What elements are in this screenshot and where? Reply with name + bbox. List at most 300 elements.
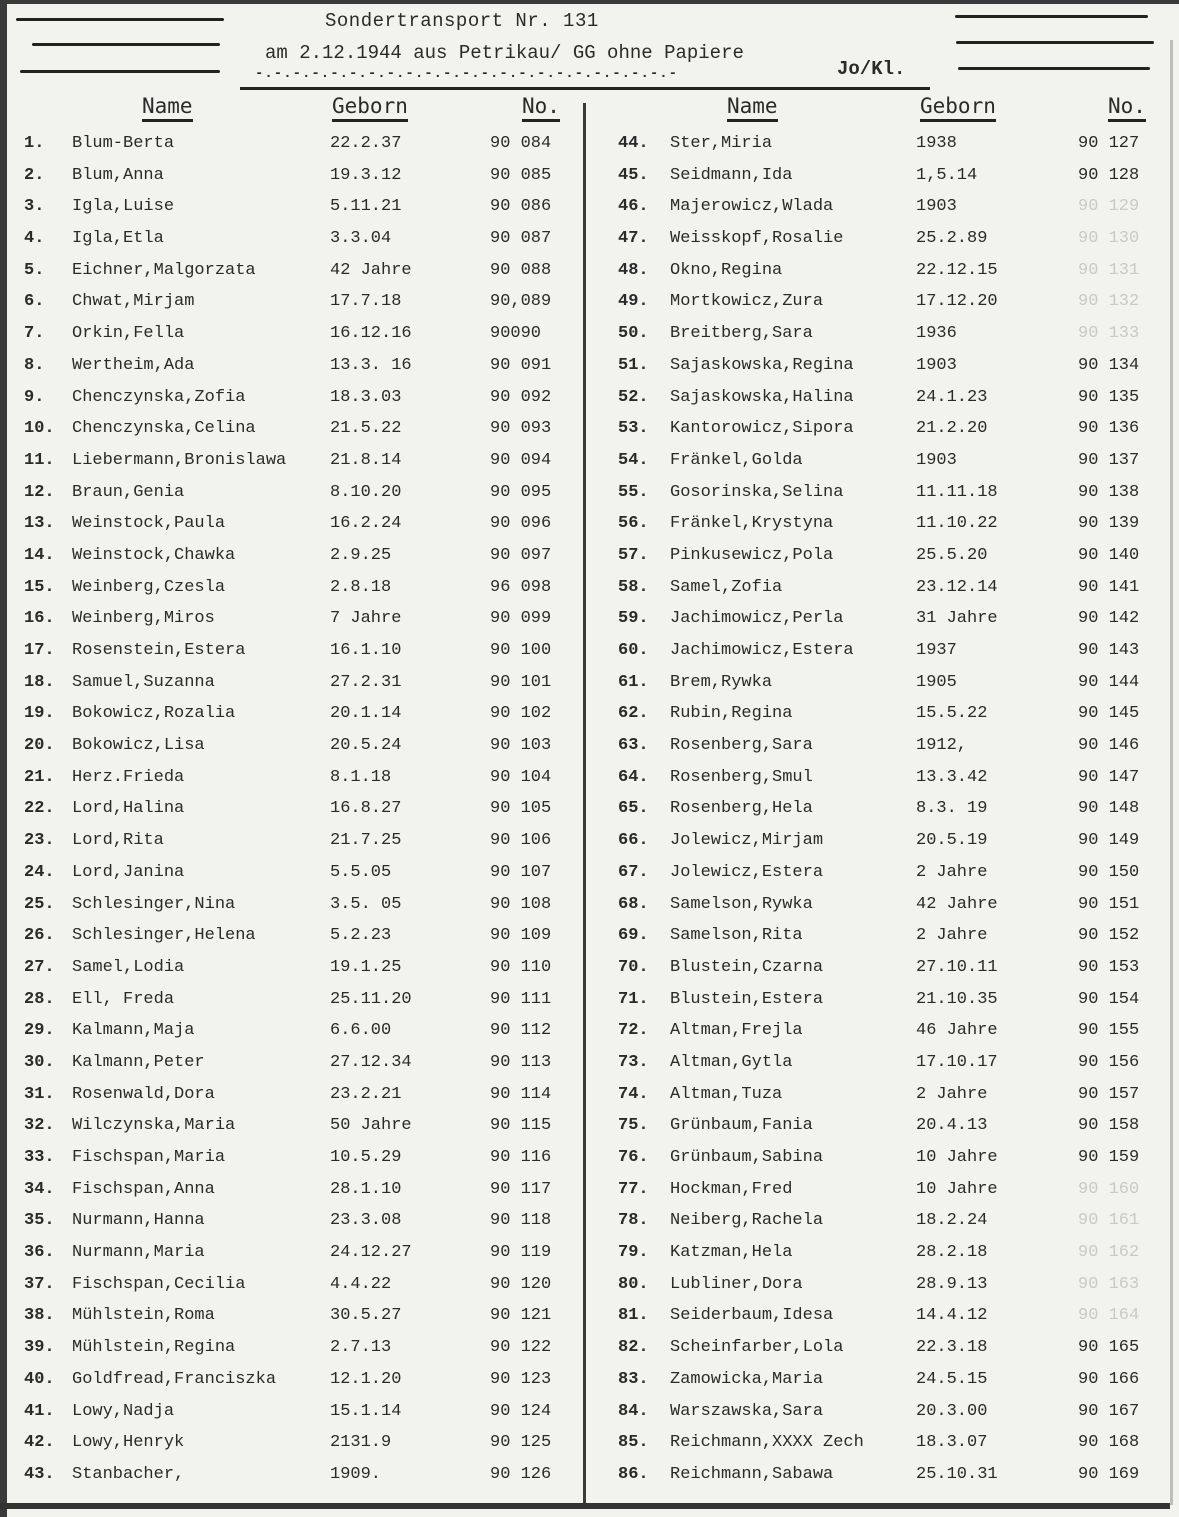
entry-born: 1,5.14 xyxy=(916,165,978,185)
entry-born: 18.2.24 xyxy=(916,1211,988,1231)
entry-prisoner-no: 90 148 xyxy=(1078,799,1140,819)
list-item xyxy=(10,1396,575,1428)
entry-name: Pinkusewicz,Pola xyxy=(670,545,834,565)
entry-name: Lowy,Nadja xyxy=(72,1401,175,1421)
entry-born: 2 Jahre xyxy=(916,1084,988,1104)
entry-number: 30. xyxy=(24,1052,55,1072)
entry-number: 50. xyxy=(618,324,649,344)
entry-prisoner-no: 90 126 xyxy=(490,1464,552,1484)
entry-prisoner-no: 90 106 xyxy=(490,831,552,851)
entry-name: Weinberg,Czesla xyxy=(72,577,226,597)
entry-prisoner-no: 90 168 xyxy=(1078,1433,1140,1453)
entry-number: 35. xyxy=(24,1211,55,1231)
list-item xyxy=(10,1079,575,1111)
entry-born: 1912, xyxy=(916,736,968,756)
entry-number: 17. xyxy=(24,641,55,660)
list-item xyxy=(600,223,1165,255)
entry-born: 14.4.12 xyxy=(916,1306,988,1326)
entry-number: 3. xyxy=(24,197,45,217)
entry-prisoner-no: 90 127 xyxy=(1078,134,1140,153)
list-item xyxy=(600,1300,1165,1332)
list-item xyxy=(600,255,1165,287)
entry-number: 80. xyxy=(618,1274,649,1294)
entry-name: Blum-Berta xyxy=(72,134,175,153)
entry-born: 21.8.14 xyxy=(330,450,402,470)
entry-prisoner-no: 90 124 xyxy=(490,1401,552,1421)
entry-number: 46. xyxy=(618,197,649,217)
entry-prisoner-no: 90 138 xyxy=(1078,482,1140,502)
list-item xyxy=(600,635,1165,667)
entry-name: Scheinfarber,Lola xyxy=(670,1338,844,1358)
entry-born: 20.5.19 xyxy=(916,831,988,851)
list-item xyxy=(600,1174,1165,1206)
header-born: Geborn xyxy=(332,94,408,122)
list-item xyxy=(10,223,575,255)
entry-name: Rosenberg,Hela xyxy=(670,799,813,819)
header-name: Name xyxy=(142,94,193,122)
header-rule xyxy=(240,87,930,90)
entry-name: Blustein,Czarna xyxy=(670,957,824,977)
entry-name: Seiderbaum,Idesa xyxy=(670,1306,834,1326)
entry-prisoner-no: 90 087 xyxy=(490,229,552,249)
entry-prisoner-no: 90 149 xyxy=(1078,831,1140,851)
entry-name: Bokowicz,Lisa xyxy=(72,736,205,756)
entry-born: 25.11.20 xyxy=(330,989,412,1009)
entry-name: Samuel,Suzanna xyxy=(72,672,215,692)
list-item xyxy=(10,445,575,477)
list-item xyxy=(10,1459,575,1491)
entry-name: Blum,Anna xyxy=(72,165,164,185)
entry-number: 67. xyxy=(618,862,649,882)
list-item xyxy=(10,825,575,857)
list-item xyxy=(600,508,1165,540)
entry-born: 23.3.08 xyxy=(330,1211,402,1231)
entry-prisoner-no: 90 114 xyxy=(490,1084,552,1104)
entry-born: 21.7.25 xyxy=(330,831,402,851)
entry-number: 78. xyxy=(618,1211,649,1231)
scan-border-top xyxy=(0,0,1179,4)
list-item xyxy=(10,413,575,445)
entry-number: 20. xyxy=(24,736,55,756)
list-item xyxy=(600,1015,1165,1047)
entry-name: Reichmann,XXXX Zech xyxy=(670,1433,864,1453)
list-item xyxy=(600,603,1165,635)
entry-born: 22.12.15 xyxy=(916,260,998,280)
entry-name: Altman,Tuza xyxy=(670,1084,783,1104)
entry-name: Igla,Luise xyxy=(72,197,175,217)
entry-prisoner-no: 90 120 xyxy=(490,1274,552,1294)
right-rows xyxy=(600,128,1165,1491)
entry-born: 23.2.21 xyxy=(330,1084,402,1104)
entry-number: 37. xyxy=(24,1274,55,1294)
list-item xyxy=(10,920,575,952)
entry-name: Sajaskowska,Halina xyxy=(670,387,854,407)
entry-born: 22.2.37 xyxy=(330,134,402,153)
decorative-rule xyxy=(958,67,1150,70)
entry-born: 21.2.20 xyxy=(916,419,988,439)
entry-prisoner-no: 90090 xyxy=(490,324,542,344)
entry-prisoner-no: 90 159 xyxy=(1078,1148,1140,1167)
entry-name: Grünbaum,Sabina xyxy=(670,1148,824,1167)
list-item xyxy=(600,1079,1165,1111)
entry-born: 15.1.14 xyxy=(330,1401,402,1421)
entry-name: Reichmann,Sabawa xyxy=(670,1464,834,1484)
list-item xyxy=(10,191,575,223)
entry-number: 73. xyxy=(618,1052,649,1072)
entry-name: Altman,Frejla xyxy=(670,1021,803,1041)
entry-prisoner-no: 90 118 xyxy=(490,1211,552,1231)
entry-number: 77. xyxy=(618,1179,649,1199)
entry-name: Rosenwald,Dora xyxy=(72,1084,215,1104)
entry-born: 31 Jahre xyxy=(916,609,998,629)
entry-born: 42 Jahre xyxy=(330,260,412,280)
entry-prisoner-no: 90 151 xyxy=(1078,894,1140,914)
entry-prisoner-no: 90 131 xyxy=(1078,260,1140,280)
entry-name: Altman,Gytla xyxy=(670,1052,793,1072)
entry-prisoner-no: 90 146 xyxy=(1078,736,1140,756)
entry-prisoner-no: 90 091 xyxy=(490,355,552,375)
entry-prisoner-no: 90 128 xyxy=(1078,165,1140,185)
entry-prisoner-no: 90 163 xyxy=(1078,1274,1140,1294)
entry-born: 25.10.31 xyxy=(916,1464,998,1484)
entry-prisoner-no: 90 156 xyxy=(1078,1052,1140,1072)
entry-born: 24.5.15 xyxy=(916,1369,988,1389)
entry-name: Gosorinska,Selina xyxy=(670,482,844,502)
entry-prisoner-no: 90 115 xyxy=(490,1116,552,1136)
entry-prisoner-no: 90 143 xyxy=(1078,641,1140,660)
entry-name: Lord,Halina xyxy=(72,799,185,819)
list-item xyxy=(600,1332,1165,1364)
entry-born: 20.4.13 xyxy=(916,1116,988,1136)
list-item xyxy=(10,255,575,287)
list-item xyxy=(10,350,575,382)
list-item xyxy=(600,889,1165,921)
entry-number: 70. xyxy=(618,957,649,977)
entry-number: 38. xyxy=(24,1306,55,1326)
entry-number: 7. xyxy=(24,324,45,344)
list-item xyxy=(600,952,1165,984)
entry-number: 85. xyxy=(618,1433,649,1453)
list-item xyxy=(10,952,575,984)
entry-prisoner-no: 90 121 xyxy=(490,1306,552,1326)
entry-number: 63. xyxy=(618,736,649,756)
list-item xyxy=(600,1142,1165,1174)
entry-born: 10 Jahre xyxy=(916,1179,998,1199)
entry-name: Fischspan,Cecilia xyxy=(72,1274,246,1294)
entry-prisoner-no: 90 136 xyxy=(1078,419,1140,439)
entry-prisoner-no: 90 095 xyxy=(490,482,552,502)
entry-born: 1909. xyxy=(330,1464,382,1484)
list-item xyxy=(600,1237,1165,1269)
entry-prisoner-no: 90 140 xyxy=(1078,545,1140,565)
entry-prisoner-no: 90 155 xyxy=(1078,1021,1140,1041)
entry-number: 86. xyxy=(618,1464,649,1484)
list-item xyxy=(600,762,1165,794)
entry-born: 2 Jahre xyxy=(916,926,988,946)
entry-born: 21.5.22 xyxy=(330,419,402,439)
entry-name: Wilczynska,Maria xyxy=(72,1116,236,1136)
entry-number: 45. xyxy=(618,165,649,185)
entry-born: 23.12.14 xyxy=(916,577,998,597)
list-item xyxy=(10,1205,575,1237)
right-column-header xyxy=(600,94,1165,128)
entry-name: Chwat,Mirjam xyxy=(72,292,195,312)
entry-name: Hockman,Fred xyxy=(670,1179,793,1199)
entry-prisoner-no: 90 108 xyxy=(490,894,552,914)
entry-prisoner-no: 90 167 xyxy=(1078,1401,1140,1421)
entry-born: 1936 xyxy=(916,324,957,344)
entry-prisoner-no: 90 109 xyxy=(490,926,552,946)
entry-name: Weisskopf,Rosalie xyxy=(670,229,844,249)
entry-number: 15. xyxy=(24,577,55,597)
list-item xyxy=(600,1364,1165,1396)
entry-name: Herz.Frieda xyxy=(72,767,185,787)
entry-name: Braun,Genia xyxy=(72,482,185,502)
left-rows xyxy=(10,128,575,1491)
entry-born: 27.12.34 xyxy=(330,1052,412,1072)
list-item xyxy=(600,445,1165,477)
entry-born: 16.2.24 xyxy=(330,514,402,534)
list-item xyxy=(10,1142,575,1174)
entry-prisoner-no: 90 166 xyxy=(1078,1369,1140,1389)
entry-number: 42. xyxy=(24,1433,55,1453)
entry-number: 2. xyxy=(24,165,45,185)
entry-number: 25. xyxy=(24,894,55,914)
entry-name: Fränkel,Golda xyxy=(670,450,803,470)
entry-name: Rosenberg,Sara xyxy=(670,736,813,756)
entry-name: Lubliner,Dora xyxy=(670,1274,803,1294)
list-item xyxy=(600,730,1165,762)
entry-number: 49. xyxy=(618,292,649,312)
entry-born: 25.2.89 xyxy=(916,229,988,249)
entry-number: 26. xyxy=(24,926,55,946)
entry-name: Eichner,Malgorzata xyxy=(72,260,256,280)
entry-born: 18.3.03 xyxy=(330,387,402,407)
entry-name: Ster,Miria xyxy=(670,134,773,153)
entry-prisoner-no: 90 093 xyxy=(490,419,552,439)
entry-name: Schlesinger,Nina xyxy=(72,894,236,914)
entry-prisoner-no: 90 104 xyxy=(490,767,552,787)
list-item xyxy=(10,730,575,762)
list-item xyxy=(600,318,1165,350)
entry-prisoner-no: 90 133 xyxy=(1078,324,1140,344)
entry-name: Brem,Rywka xyxy=(670,672,773,692)
header-no: No. xyxy=(1108,94,1146,122)
entry-born: 19.1.25 xyxy=(330,957,402,977)
list-item xyxy=(600,984,1165,1016)
entry-born: 22.3.18 xyxy=(916,1338,988,1358)
list-item xyxy=(10,160,575,192)
entry-prisoner-no: 90 169 xyxy=(1078,1464,1140,1484)
entry-born: 1903 xyxy=(916,355,957,375)
list-item xyxy=(10,477,575,509)
entry-born: 1903 xyxy=(916,197,957,217)
entry-prisoner-no: 90 123 xyxy=(490,1369,552,1389)
entry-number: 27. xyxy=(24,957,55,977)
entry-born: 30.5.27 xyxy=(330,1306,402,1326)
decorative-rule xyxy=(32,43,220,46)
entry-number: 79. xyxy=(618,1243,649,1263)
entry-name: Samel,Lodia xyxy=(72,957,185,977)
entry-number: 19. xyxy=(24,704,55,724)
list-item xyxy=(10,793,575,825)
clerk-initials: Jo/Kl. xyxy=(837,58,906,80)
entry-born: 50 Jahre xyxy=(330,1116,412,1136)
entry-number: 69. xyxy=(618,926,649,946)
entry-born: 25.5.20 xyxy=(916,545,988,565)
decorative-rule xyxy=(16,18,224,21)
entry-prisoner-no: 90 162 xyxy=(1078,1243,1140,1263)
header-born: Geborn xyxy=(920,94,996,122)
list-item xyxy=(10,540,575,572)
entry-born: 15.5.22 xyxy=(916,704,988,724)
entry-prisoner-no: 90 164 xyxy=(1078,1306,1140,1326)
header-no: No. xyxy=(522,94,560,122)
entry-born: 24.12.27 xyxy=(330,1243,412,1263)
entry-prisoner-no: 90 152 xyxy=(1078,926,1140,946)
list-item xyxy=(10,984,575,1016)
list-item xyxy=(600,667,1165,699)
entry-name: Nurmann,Maria xyxy=(72,1243,205,1263)
entry-born: 42 Jahre xyxy=(916,894,998,914)
list-item xyxy=(10,286,575,318)
entry-number: 72. xyxy=(618,1021,649,1041)
entry-prisoner-no: 90 110 xyxy=(490,957,552,977)
scan-border-bottom xyxy=(0,1503,1170,1509)
entry-name: Bokowicz,Rozalia xyxy=(72,704,236,724)
entry-number: 66. xyxy=(618,831,649,851)
entry-number: 28. xyxy=(24,989,55,1009)
entry-prisoner-no: 90 150 xyxy=(1078,862,1140,882)
entry-name: Kantorowicz,Sipora xyxy=(670,419,854,439)
list-item xyxy=(10,382,575,414)
entry-name: Wertheim,Ada xyxy=(72,355,195,375)
entry-number: 10. xyxy=(24,419,55,439)
entry-number: 43. xyxy=(24,1464,55,1484)
entry-name: Samelson,Rywka xyxy=(670,894,813,914)
entry-prisoner-no: 90 112 xyxy=(490,1021,552,1041)
entry-name: Grünbaum,Fania xyxy=(670,1116,813,1136)
list-item xyxy=(600,540,1165,572)
entry-born: 17.7.18 xyxy=(330,292,402,312)
entry-born: 24.1.23 xyxy=(916,387,988,407)
entry-number: 22. xyxy=(24,799,55,819)
list-item xyxy=(10,1427,575,1459)
list-item xyxy=(10,635,575,667)
entry-prisoner-no: 90 107 xyxy=(490,862,552,882)
entry-number: 75. xyxy=(618,1116,649,1136)
entry-number: 83. xyxy=(618,1369,649,1389)
list-item xyxy=(10,1237,575,1269)
entry-prisoner-no: 90 129 xyxy=(1078,197,1140,217)
entry-born: 2.8.18 xyxy=(330,577,392,597)
entry-number: 76. xyxy=(618,1148,649,1167)
entry-name: Jolewicz,Mirjam xyxy=(670,831,824,851)
entry-born: 7 Jahre xyxy=(330,609,402,629)
decorative-rule xyxy=(955,15,1148,18)
entry-born: 10.5.29 xyxy=(330,1148,402,1167)
entry-born: 17.10.17 xyxy=(916,1052,998,1072)
left-column xyxy=(10,94,575,1491)
list-item xyxy=(600,1110,1165,1142)
entry-number: 9. xyxy=(24,387,45,407)
entry-born: 3.3.04 xyxy=(330,229,392,249)
entry-name: Warszawska,Sara xyxy=(670,1401,824,1421)
entry-born: 5.2.23 xyxy=(330,926,392,946)
entry-name: Seidmann,Ida xyxy=(670,165,793,185)
entry-number: 53. xyxy=(618,419,649,439)
entry-number: 36. xyxy=(24,1243,55,1263)
entry-born: 28.2.18 xyxy=(916,1243,988,1263)
entry-name: Chenczynska,Celina xyxy=(72,419,256,439)
entry-number: 1. xyxy=(24,134,45,153)
entry-name: Rosenstein,Estera xyxy=(72,641,246,660)
dash-separator: -.-.-.-.-.-.-.-.-.-.-.-.-.-.-.-.-.-.-.-.-.-.- xyxy=(255,66,679,82)
entry-born: 11.10.22 xyxy=(916,514,998,534)
entry-prisoner-no: 90 117 xyxy=(490,1179,552,1199)
entry-born: 2 Jahre xyxy=(916,862,988,882)
entry-number: 61. xyxy=(618,672,649,692)
decorative-rule xyxy=(20,70,220,73)
entry-born: 1903 xyxy=(916,450,957,470)
entry-prisoner-no: 90 113 xyxy=(490,1052,552,1072)
scan-border-right xyxy=(1170,40,1173,1505)
entry-prisoner-no: 90 102 xyxy=(490,704,552,724)
entry-number: 64. xyxy=(618,767,649,787)
entry-born: 20.3.00 xyxy=(916,1401,988,1421)
list-item xyxy=(10,1364,575,1396)
entry-prisoner-no: 90 139 xyxy=(1078,514,1140,534)
entry-number: 5. xyxy=(24,260,45,280)
entry-born: 10 Jahre xyxy=(916,1148,998,1167)
entry-prisoner-no: 90 119 xyxy=(490,1243,552,1263)
entry-number: 8. xyxy=(24,355,45,375)
entry-name: Mühlstein,Regina xyxy=(72,1338,236,1358)
entry-prisoner-no: 90 111 xyxy=(490,989,552,1009)
list-item xyxy=(600,1047,1165,1079)
entry-prisoner-no: 90 142 xyxy=(1078,609,1140,629)
entry-name: Rubin,Regina xyxy=(670,704,793,724)
list-item xyxy=(10,1332,575,1364)
list-item xyxy=(600,825,1165,857)
list-item xyxy=(10,128,575,160)
list-item xyxy=(600,698,1165,730)
list-item xyxy=(10,857,575,889)
list-item xyxy=(600,1205,1165,1237)
entry-name: Kalmann,Maja xyxy=(72,1021,195,1041)
entry-number: 16. xyxy=(24,609,55,629)
entry-prisoner-no: 90 165 xyxy=(1078,1338,1140,1358)
entry-prisoner-no: 90 153 xyxy=(1078,957,1140,977)
entry-prisoner-no: 90 105 xyxy=(490,799,552,819)
entry-name: Weinstock,Paula xyxy=(72,514,226,534)
entry-number: 84. xyxy=(618,1401,649,1421)
entry-name: Fischspan,Maria xyxy=(72,1148,226,1167)
list-item xyxy=(600,572,1165,604)
entry-number: 52. xyxy=(618,387,649,407)
entry-born: 16.12.16 xyxy=(330,324,412,344)
entry-prisoner-no: 90 154 xyxy=(1078,989,1140,1009)
list-item xyxy=(600,1396,1165,1428)
entry-prisoner-no: 90 096 xyxy=(490,514,552,534)
entry-born: 8.3. 19 xyxy=(916,799,988,819)
entry-name: Weinberg,Miros xyxy=(72,609,215,629)
entry-born: 16.1.10 xyxy=(330,641,402,660)
entry-prisoner-no: 90 100 xyxy=(490,641,552,660)
entry-name: Majerowicz,Wlada xyxy=(670,197,834,217)
entry-name: Fränkel,Krystyna xyxy=(670,514,834,534)
list-item xyxy=(10,603,575,635)
